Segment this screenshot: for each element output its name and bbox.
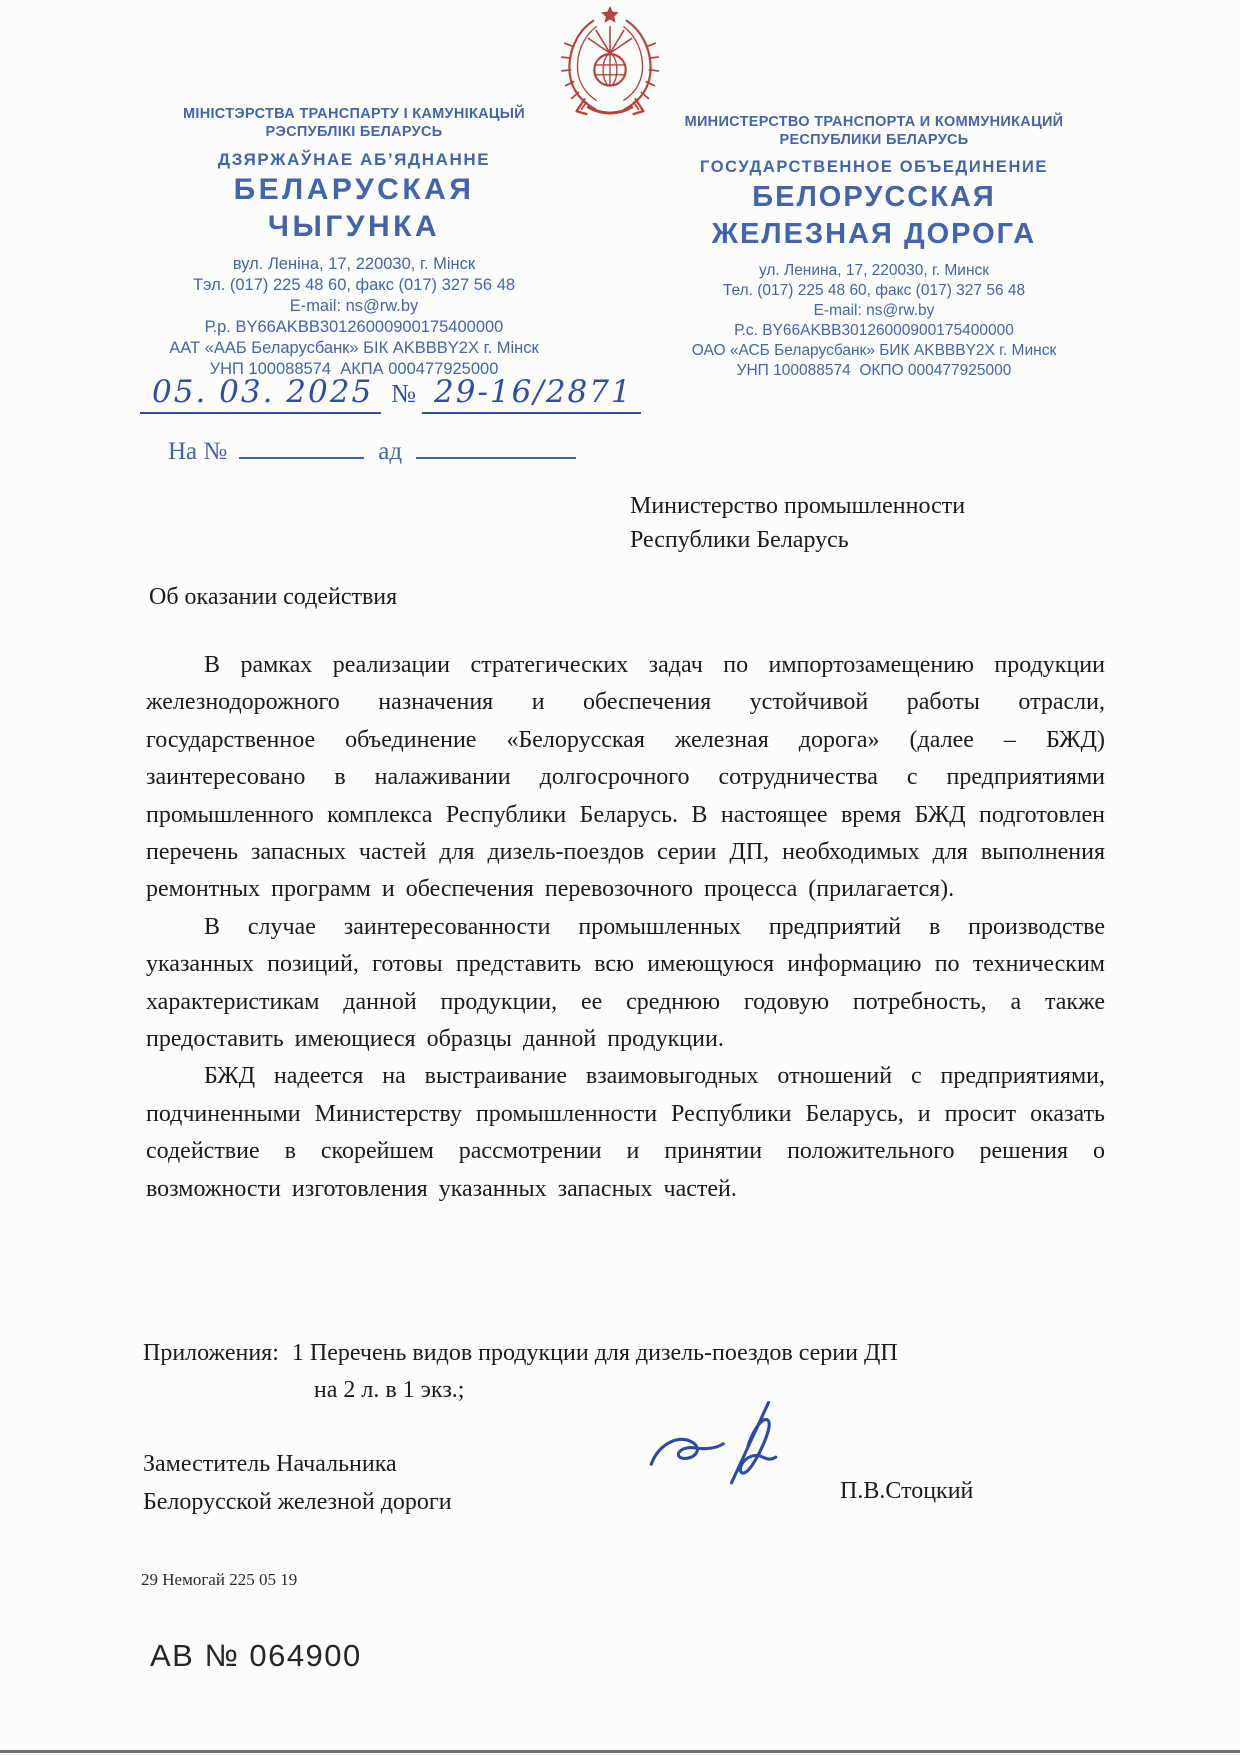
outgoing-number-handwritten: 29-16/2871: [434, 374, 633, 410]
recipient-line2: Республики Беларусь: [630, 527, 849, 553]
reply-date-blank: [416, 437, 576, 459]
number-sign: №: [391, 379, 417, 408]
handwritten-signature-icon: [645, 1396, 820, 1510]
outgoing-date-handwritten: 05. 03. 2025: [152, 374, 374, 410]
recipient-line1: Министерство промышленности: [630, 493, 966, 519]
subject-line: Об оказании содействия: [149, 584, 398, 610]
org-type-by: ДЗЯРЖАЎНАЕ АБ’ЯДНАННЕ: [217, 150, 491, 169]
org-name-by-line2: ЧЫГУНКА: [267, 210, 441, 243]
executor-note: 29 Немогай 225 05 19: [141, 1570, 298, 1589]
signer-position-line2: Белорусской железной дороги: [143, 1489, 452, 1515]
letterhead-belarusian: [136, 105, 572, 380]
contacts-by: [136, 254, 572, 380]
address-by: вул. Леніна, 17, 220030, г. Мінск: [232, 255, 476, 273]
signer-name: П.В.Стоцкий: [840, 1478, 974, 1504]
bank-account-by: Р.р. BY66AKBB30126000900175400000: [204, 318, 504, 336]
letter-body: [146, 647, 1105, 1208]
form-number-stamp: АВ № 064900: [150, 1638, 362, 1673]
ministry-name-ru: МИНИСТЕРСТВО ТРАНСПОРТА И КОММУНИКАЦИЙ: [684, 114, 1064, 130]
coat-of-arms-belarus-icon: [560, 5, 660, 119]
reply-infix-label: ад: [378, 438, 403, 465]
contacts-ru: [650, 261, 1098, 381]
email-ru: E-mail: ns@rw.by: [813, 302, 935, 319]
reply-prefix-label: На №: [168, 438, 228, 465]
org-name-ru-line1: БЕЛОРУССКАЯ: [752, 181, 996, 213]
reply-number-blank: [239, 437, 364, 459]
bank-name-by: ААТ «ААБ Беларусбанк» БІК AKBBBY2X г. Мінск: [169, 339, 539, 357]
incoming-reference-line: [168, 437, 576, 466]
outgoing-date-field: [140, 374, 381, 414]
country-name-by: РЭСПУБЛІКІ БЕЛАРУСЬ: [265, 124, 443, 140]
bank-account-ru: Р.с. BY66AKBB30126000900175400000: [734, 322, 1014, 339]
signer-position-line1: Заместитель Начальника: [143, 1451, 397, 1477]
recipient-block: [630, 489, 965, 557]
body-paragraph-2: В случае заинтересованности промышленных предприятий в производстве указанных позиций, готовы представить всю имеющуюся информацию по техническим характеристикам данной продукции, ее среднюю годовую потребность, а также предоставить имеющиеся образцы данной продукции.: [146, 913, 1105, 1053]
outgoing-reference-line: [140, 374, 641, 414]
bank-name-ru: ОАО «АСБ Беларусбанк» БИК AKBBBY2X г. Минск: [691, 342, 1057, 359]
org-type-ru: ГОСУДАРСТВЕННОЕ ОБЪЕДИНЕНИЕ: [699, 158, 1049, 176]
attachment-line1: 1 Перечень видов продукции для дизель-поездов серии ДП: [291, 1340, 898, 1366]
reg-numbers-ru: УНП 100088574 ОКПО 000477925000: [736, 362, 1012, 379]
signer-position: [143, 1445, 452, 1521]
attachment-block: [143, 1335, 1088, 1409]
attachment-label: Приложения:: [143, 1340, 279, 1366]
ministry-name-by: МІНІСТЭРСТВА ТРАНСПАРТУ І КАМУНІКАЦЫЙ: [183, 106, 525, 122]
email-by: E-mail: ns@rw.by: [289, 297, 419, 315]
org-name-ru-line2: ЖЕЛЕЗНАЯ ДОРОГА: [711, 218, 1037, 250]
org-name-by-line1: БЕЛАРУСКАЯ: [233, 173, 475, 206]
country-name-ru: РЕСПУБЛИКИ БЕЛАРУСЬ: [779, 132, 969, 148]
address-ru: ул. Ленина, 17, 220030, г. Минск: [758, 262, 990, 279]
letterhead-russian: [650, 113, 1098, 381]
phone-ru: Тел. (017) 225 48 60, факс (017) 327 56 48: [722, 282, 1026, 299]
body-paragraph-3: БЖД надеется на выстраивание взаимовыгодных отношений с предприятиями, подчиненными Министерству промышленности Республики Беларусь, и просит оказать содействие в скорейшем рассмотрении и принятии положительного решения о возможности изготовления указанных запасных частей.: [146, 1063, 1105, 1202]
phone-by: Тэл. (017) 225 48 60, факс (017) 327 56 48: [192, 276, 516, 294]
outgoing-number-field: [422, 374, 641, 414]
scan-edge-line: [0, 1750, 1240, 1753]
reg-numbers-by: УНП 100088574 АКПА 000477925000: [209, 360, 499, 378]
attachment-line2: на 2 л. в 1 экз.;: [313, 1377, 465, 1403]
body-paragraph-1: В рамках реализации стратегических задач по импортозамещению продукции железнодорожного назначения и обеспечения устойчивой работы отрасли, государственное объединение «Белорусская железная дорога» (далее – БЖД) заинтересовано в налаживании долгосрочного сотрудничества с предприятиями промышленного комплекса Республики Беларусь. В настоящее время БЖД подготовлен перечень запасных частей для дизель-поездов серии ДП, необходимых для выполнения ремонтных программ и обеспечения перевозочного процесса (прилагается).: [146, 652, 1105, 903]
